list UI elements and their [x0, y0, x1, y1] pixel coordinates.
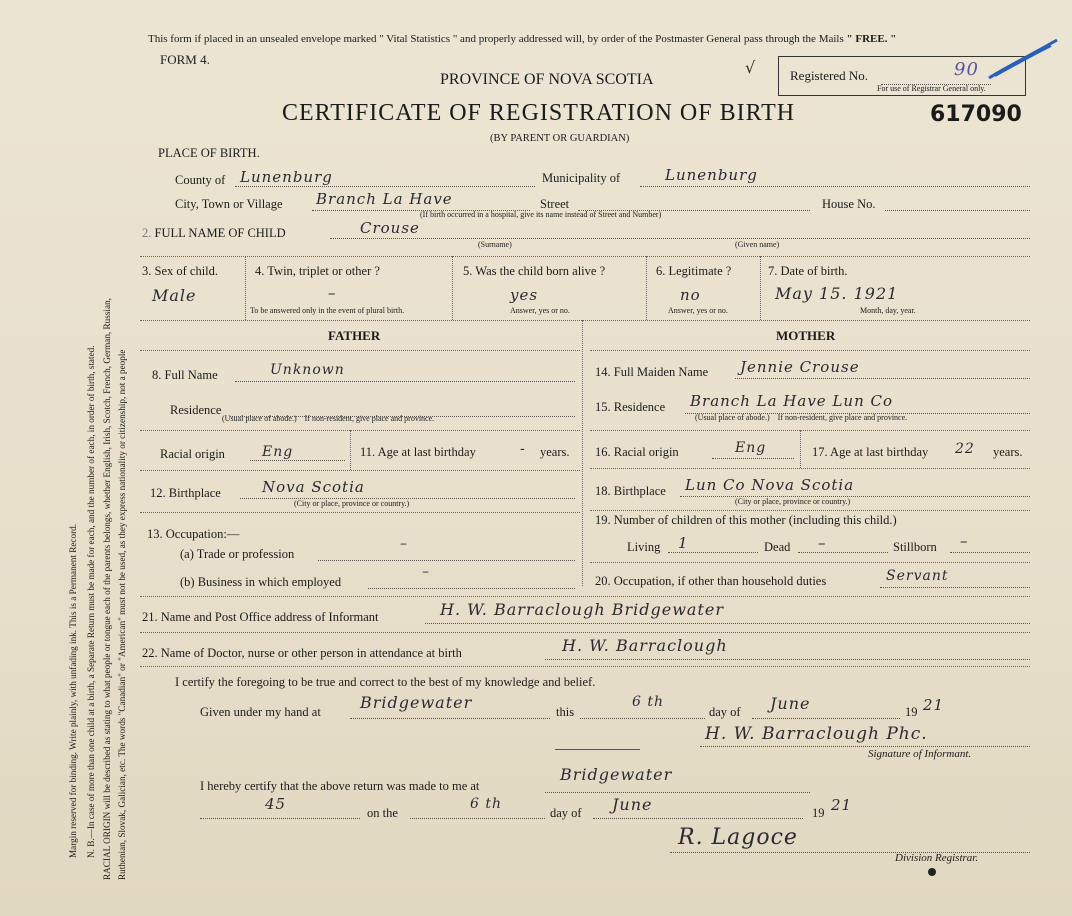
doctor-value: H. W. Barraclough	[562, 636, 728, 655]
mother-racial-label: 16. Racial origin	[595, 445, 679, 459]
twin-label: 4. Twin, triplet or other ?	[255, 264, 380, 278]
father-residence-note	[222, 414, 434, 423]
father-residence-note-a: (Usual place of abode.)	[222, 414, 297, 423]
row-divider-parents	[140, 320, 1030, 321]
given-place-value: Bridgewater	[360, 693, 473, 712]
informant-value: H. W. Barraclough Bridgewater	[440, 600, 724, 619]
father-racial-line	[250, 460, 345, 461]
doctor-label: 22. Name of Doctor, nurse or other person in attendance at birth	[142, 646, 462, 660]
certify-month-line	[752, 718, 900, 719]
stillborn-label: Stillborn	[893, 540, 937, 554]
father-racial-label: Racial origin	[160, 447, 225, 461]
father-residence-note-b: If non-resident, give place and province.	[304, 414, 435, 423]
house-number-label: House No.	[822, 197, 876, 211]
mother-birthplace-value: Lun Co Nova Scotia	[685, 476, 855, 494]
mother-name-line	[735, 378, 1030, 379]
child-name-label	[142, 226, 286, 241]
sex-label: 3. Sex of child.	[142, 264, 219, 278]
child-name-number: 2.	[142, 226, 152, 240]
father-divider-3	[140, 512, 580, 513]
mother-occupation-value: Servant	[886, 568, 949, 584]
father-name-value: Unknown	[270, 362, 345, 378]
registered-note: For use of Registrar General only.	[877, 84, 986, 93]
father-trade-label: (a) Trade or profession	[180, 547, 295, 561]
given-name-caption: (Given name)	[735, 240, 780, 249]
municipality-value: Lunenburg	[665, 166, 758, 184]
mother-age-value: 22	[955, 441, 975, 457]
mother-birthplace-line	[680, 496, 1030, 497]
registrar-signature: R. Lagoce	[678, 825, 798, 850]
place-of-birth-heading: PLACE OF BIRTH.	[158, 146, 260, 160]
registrar-onthe-label: on the	[367, 806, 398, 820]
form-number: FORM 4.	[160, 52, 210, 67]
municipality-line	[640, 186, 1030, 187]
certify-day-line	[580, 718, 705, 719]
registrar-number-line	[200, 818, 360, 819]
twin-note: To be answered only in the event of plural birth.	[250, 306, 405, 315]
parents-center-divider	[582, 320, 583, 586]
certify-year-prefix: 19	[905, 705, 918, 719]
father-age-label: 11. Age at last birthday	[360, 445, 476, 459]
mother-years-label: years.	[993, 445, 1023, 459]
check-mark: √	[745, 58, 757, 77]
mother-divider-3	[590, 510, 1030, 511]
mother-residence-label: 15. Residence	[595, 400, 666, 414]
province-title: PROVINCE OF NOVA SCOTIA	[440, 71, 654, 88]
mother-age-label: 17. Age at last birthday	[812, 445, 929, 459]
father-residence-label: Residence	[170, 403, 222, 417]
certificate-title: CERTIFICATE OF REGISTRATION OF BIRTH	[282, 100, 796, 126]
registrar-year-prefix: 19	[812, 806, 825, 820]
informant-divider	[140, 632, 1030, 633]
father-business-value: –	[422, 564, 430, 580]
birth-date-label: 7. Date of birth.	[768, 264, 848, 278]
registrar-caption: Division Registrar.	[895, 852, 979, 864]
certify-month-value: June	[770, 694, 811, 713]
father-divider-2	[140, 470, 580, 471]
mailing-notice	[148, 33, 896, 45]
county-label: County of	[175, 173, 226, 187]
stillborn-line	[950, 552, 1030, 553]
mother-residence-note-b: If non-resident, give place and province.	[777, 413, 908, 422]
registrar-number: 45	[265, 795, 287, 813]
municipality-label: Municipality of	[542, 171, 621, 185]
mother-occupation-label: 20. Occupation, if other than household duties	[595, 574, 827, 588]
alive-note: Answer, yes or no.	[510, 306, 570, 315]
registrar-day-line	[410, 818, 545, 819]
certify-year-value: 21	[923, 696, 945, 714]
registrar-year-value: 21	[831, 796, 853, 814]
margin-note-racial-origin: RACIAL ORIGIN will be described as stating to what people or tongue each of the parents belongs, whether English, Irish, Scotch, French, German, Russian,	[102, 298, 112, 880]
registrar-dayof-label: day of	[550, 806, 582, 820]
street-label: Street	[540, 197, 570, 211]
surname-caption: (Surname)	[478, 240, 512, 249]
mother-divider-2	[590, 468, 1030, 469]
father-name-label: 8. Full Name	[152, 368, 218, 382]
col-divider-twin	[452, 256, 453, 320]
twin-value: –	[328, 284, 337, 302]
alive-value: yes	[510, 286, 539, 304]
registrar-place-value: Bridgewater	[560, 765, 673, 784]
row-divider-top	[140, 256, 1030, 257]
informant-signature: H. W. Barraclough Phc.	[705, 724, 928, 744]
child-name-line	[330, 238, 1030, 239]
mother-birthplace-label: 18. Birthplace	[595, 484, 666, 498]
sex-value: Male	[152, 286, 197, 305]
father-trade-value: –	[400, 536, 408, 552]
house-number-line	[885, 210, 1030, 211]
mother-residence-note	[695, 413, 907, 422]
informant-label: 21. Name and Post Office address of Informant	[142, 610, 379, 624]
county-line	[235, 186, 535, 187]
father-birthplace-value: Nova Scotia	[262, 478, 365, 496]
father-name-line	[235, 381, 575, 382]
county-value: Lunenburg	[240, 168, 333, 186]
certify-day-value: 6 th	[632, 694, 664, 710]
father-age-value: -	[520, 441, 526, 457]
registrar-statement: I hereby certify that the above return was made to me at	[200, 779, 480, 793]
father-trade-line	[318, 560, 575, 561]
registrar-month-value: June	[612, 795, 653, 814]
father-business-label: (b) Business in which employed	[180, 575, 342, 589]
margin-note-multiple-births: N. B.—In case of more than one child at a birth, a Separate Return must be made for each, and the number of each, in order of birth, stated.	[86, 345, 96, 858]
registrar-day-value: 6 th	[470, 796, 502, 812]
mother-heading-line	[590, 350, 1030, 351]
city-value: Branch La Have	[316, 190, 453, 208]
dead-value: –	[818, 534, 827, 552]
hospital-note: (If birth occurred in a hospital, give its name instead of Street and Number)	[420, 210, 662, 219]
father-divider-1	[140, 430, 580, 431]
father-heading-line	[140, 350, 580, 351]
given-place-line	[350, 718, 550, 719]
birth-date-note: Month, day, year.	[860, 306, 916, 315]
informant-line	[425, 623, 1030, 624]
registered-value: 90	[954, 59, 979, 80]
mother-divider-4	[590, 562, 1030, 563]
living-line	[668, 552, 758, 553]
mother-name-label: 14. Full Maiden Name	[595, 365, 709, 379]
ink-blot	[928, 868, 936, 876]
margin-note-binding: Margin reserved for binding. Write plainly, with unfading ink. This is a Permanent Record.	[68, 523, 78, 858]
dead-label: Dead	[764, 540, 791, 554]
free-mark: " FREE. "	[846, 33, 897, 45]
registrar-place-line	[545, 792, 810, 793]
certify-this-label: this	[556, 705, 575, 719]
mother-name-value: Jennie Crouse	[740, 358, 860, 376]
mailing-notice-text: This form if placed in an unsealed envelope marked " Vital Statistics " and properly addressed will, by order of the Postmaster General pass through the Mails	[148, 33, 844, 45]
col-divider-alive	[646, 256, 647, 320]
mother-heading: MOTHER	[776, 328, 836, 343]
col-divider-legit	[760, 256, 761, 320]
father-birthplace-note: (City or place, province or country.)	[294, 499, 410, 508]
certify-statement: I certify the foregoing to be true and correct to the best of my knowledge and belief.	[175, 675, 596, 689]
living-label: Living	[627, 540, 661, 554]
short-signature-line	[555, 749, 640, 750]
legitimate-note: Answer, yes or no.	[668, 306, 728, 315]
father-birthplace-label: 12. Birthplace	[150, 486, 221, 500]
doctor-divider	[140, 666, 1030, 667]
mother-racial-value: Eng	[735, 440, 767, 456]
mother-divider-1	[590, 430, 1030, 431]
dead-line	[798, 552, 888, 553]
father-racial-value: Eng	[262, 444, 294, 460]
legitimate-value: no	[680, 286, 701, 304]
registered-label: Registered No.	[790, 68, 868, 83]
mother-birthplace-note: (City or place, province or country.)	[735, 497, 851, 506]
certificate-number: 617090	[930, 102, 1022, 127]
birth-date-value: May 15. 1921	[775, 284, 899, 303]
certify-dayof-label: day of	[709, 705, 741, 719]
alive-label: 5. Was the child born alive ?	[463, 264, 606, 278]
father-racial-divider	[350, 430, 351, 470]
living-value: 1	[678, 534, 689, 552]
certificate-subtitle: (BY PARENT OR GUARDIAN)	[490, 133, 630, 144]
city-label: City, Town or Village	[175, 197, 283, 211]
margin-note-nationality: Ruthenian, Slovak, Galician, etc. The words "Canadian" or "American" must not be used, as they express nationality or citizenship, not a people	[117, 349, 127, 880]
mother-racial-line	[712, 458, 794, 459]
col-divider-sex	[245, 256, 246, 320]
mother-residence-note-a: (Usual place of abode.)	[695, 413, 770, 422]
legitimate-label: 6. Legitimate ?	[656, 264, 732, 278]
child-name-text: FULL NAME OF CHILD	[154, 226, 286, 240]
stillborn-value: –	[960, 532, 969, 550]
father-years-label: years.	[540, 445, 570, 459]
mother-residence-value: Branch La Have Lun Co	[690, 392, 893, 410]
father-heading: FATHER	[328, 328, 381, 343]
father-occupation-label: 13. Occupation:—	[147, 527, 240, 541]
blue-pencil-mark	[985, 36, 1065, 86]
mother-children-label: 19. Number of children of this mother (including this child.)	[595, 513, 897, 527]
row-divider-bottom	[140, 596, 1030, 597]
mother-occupation-line	[880, 587, 1030, 588]
registrar-month-line	[593, 818, 803, 819]
father-business-line	[368, 588, 575, 589]
doctor-line	[545, 659, 1030, 660]
signature-caption: Signature of Informant.	[868, 748, 972, 760]
mother-racial-divider	[800, 430, 801, 468]
given-under-label: Given under my hand at	[200, 705, 321, 719]
child-surname: Crouse	[360, 219, 420, 237]
informant-signature-line	[700, 746, 1030, 747]
